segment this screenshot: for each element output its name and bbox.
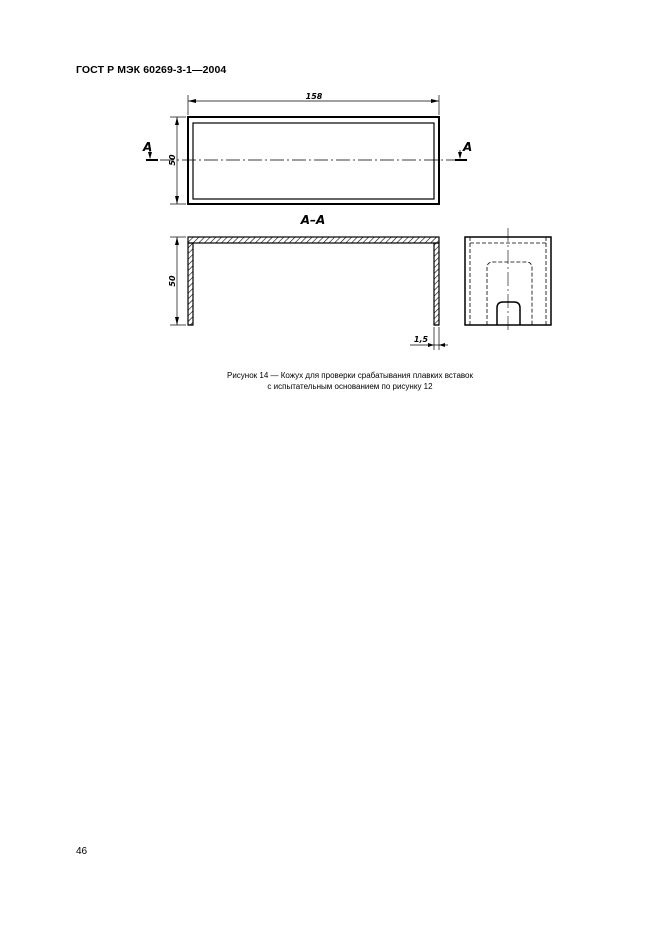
figure-caption-line-2: с испытательным основанием по рисунку 12 xyxy=(267,382,433,391)
plan-inner-outline xyxy=(193,123,434,199)
section-view xyxy=(188,237,439,325)
section-marker-right-label: A xyxy=(463,140,473,154)
dimension-wall xyxy=(410,327,448,350)
section-left-wall xyxy=(188,243,193,325)
side-slot xyxy=(497,302,520,325)
dimension-height-bottom xyxy=(168,237,186,325)
section-right-wall xyxy=(434,243,439,325)
dimension-wall-label: 1,5 xyxy=(413,335,429,344)
document-header: ГОСТ Р МЭК 60269-3-1—2004 xyxy=(76,64,227,76)
dimension-height-top xyxy=(168,117,186,204)
plan-view xyxy=(160,117,462,204)
dimension-width xyxy=(188,92,439,115)
dimension-width-label: 158 xyxy=(305,92,323,101)
side-view xyxy=(465,228,551,330)
section-top-wall xyxy=(188,237,439,243)
section-marker-right xyxy=(455,140,472,160)
plan-outer-outline xyxy=(188,117,439,204)
section-marker-left-label: A xyxy=(143,140,153,154)
dimension-height-bottom-label: 50 xyxy=(168,275,177,287)
section-title: A–A xyxy=(300,213,326,227)
page-number: 46 xyxy=(76,846,88,857)
figure-caption-line-1: Рисунок 14 — Кожух для проверки срабатывания плавких вставок xyxy=(226,371,473,380)
section-marker-left xyxy=(142,140,158,160)
dimension-height-top-label: 50 xyxy=(168,154,177,166)
side-inner-cutout xyxy=(487,262,532,325)
